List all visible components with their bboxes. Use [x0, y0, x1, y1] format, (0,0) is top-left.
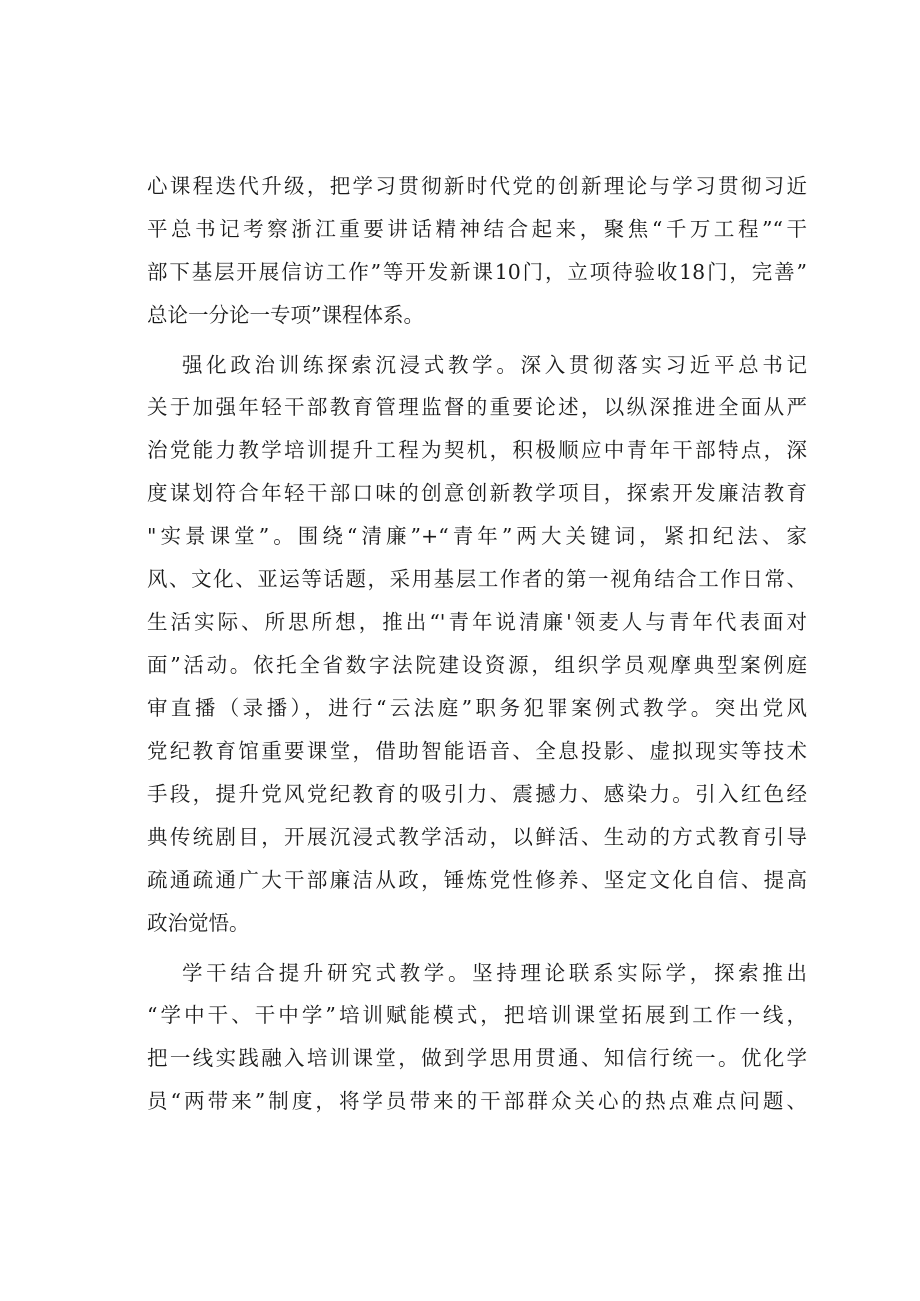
text-line: 面”活动。依托全省数字法院建设资源，组织学员观摩典型案例庭: [147, 653, 807, 677]
text-line: 度谋划符合年轻干部口味的创意创新教学项目，探索开发廉洁教育: [147, 481, 807, 505]
text-line: 手段，提升党风党纪教育的吸引力、震撼力、感染力。引入红色经: [147, 782, 807, 806]
text-line: 把一线实践融入培训课堂，做到学思用贯通、知信行统一。优化学: [147, 1046, 807, 1070]
text-line: 部下基层开展信访工作”等开发新课10门，立项待验收18门，完善”: [147, 260, 807, 284]
text-line: 平总书记考察浙江重要讲话精神结合起来，聚焦“千万工程”“干: [147, 217, 807, 241]
text-line: “学中干、干中学”培训赋能模式，把培训课堂拓展到工作一线，: [147, 1003, 807, 1027]
text-line: 典传统剧目，开展沉浸式教学活动，以鲜活、生动的方式教育引导: [147, 825, 807, 849]
paragraph-heading-line: 强化政治训练探索沉浸式教学。深入贯彻落实习近平总书记: [182, 353, 807, 377]
text-line: 员“两带来”制度，将学员带来的干部群众关心的热点难点问题、: [147, 1089, 807, 1113]
text-line: 政治觉悟。: [147, 911, 250, 935]
text-line: 风、文化、亚运等话题，采用基层工作者的第一视角结合工作日常、: [147, 567, 807, 591]
paragraph-heading-line: 学干结合提升研究式教学。坚持理论联系实际学，探索推出: [182, 961, 807, 985]
text-line: 生活实际、所思所想，推出“'青年说清廉'领麦人与青年代表面对: [147, 610, 807, 634]
text-line: 总论一分论一专项”课程体系。: [147, 303, 424, 327]
text-line: 审直播（录播），进行“云法庭”职务犯罪案例式教学。突出党风: [147, 696, 807, 720]
text-line: "实景课堂”。围绕“清廉”+“青年”两大关键词，紧扣纪法、家: [147, 524, 807, 548]
text-line: 疏通疏通广大干部廉洁从政，锤炼党性修养、坚定文化自信、提高: [147, 868, 807, 892]
text-line: 治党能力教学培训提升工程为契机，积极顺应中青年干部特点，深: [147, 438, 807, 462]
text-line: 党纪教育馆重要课堂，借助智能语音、全息投影、虚拟现实等技术: [147, 739, 807, 763]
text-line: 关于加强年轻干部教育管理监督的重要论述，以纵深推进全面从严: [147, 395, 807, 419]
text-line: 心课程迭代升级，把学习贯彻新时代党的创新理论与学习贯彻习近: [147, 174, 807, 198]
